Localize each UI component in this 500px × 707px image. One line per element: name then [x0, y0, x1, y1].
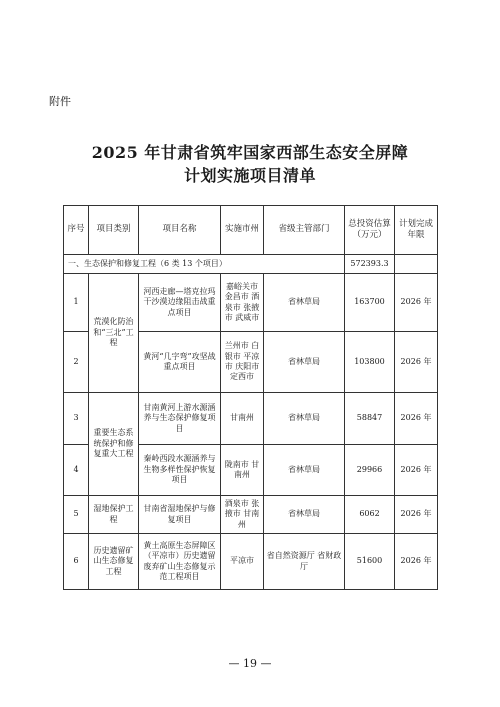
row-category: 荒漠化防治和“三北”工程 [89, 274, 139, 393]
row-year: 2026 年 [395, 274, 438, 332]
row-category: 历史遗留矿山生态修复工程 [89, 534, 139, 590]
header-index: 序号 [64, 206, 89, 255]
header-investment: 总投资估算（万元） [345, 206, 395, 255]
document-title-line1: 2025 年甘肃省筑牢国家西部生态安全屏障 [91, 143, 409, 162]
table-row [64, 496, 438, 534]
section-label: 一、生态保护和修复工程（6 类 13 个项目） [64, 255, 345, 274]
row-investment: 103800 [345, 332, 395, 393]
row-city: 平凉市 [221, 534, 264, 590]
table-header-row [64, 206, 438, 255]
section-total: 572393.3 [345, 255, 395, 274]
header-category: 项目类别 [89, 206, 139, 255]
row-dept: 省林草局 [264, 496, 345, 534]
row-city: 兰州市 白银市 平凉市 庆阳市 定西市 [221, 332, 264, 393]
row-dept: 省林草局 [264, 332, 345, 393]
row-index: 4 [64, 445, 89, 496]
row-name: 河西走廊—塔克拉玛干沙漠边缘阻击战重点项目 [139, 274, 221, 332]
row-year: 2026 年 [395, 496, 438, 534]
row-investment: 29966 [345, 445, 395, 496]
header-name: 项目名称 [139, 206, 221, 255]
row-investment: 6062 [345, 496, 395, 534]
row-city: 甘南州 [221, 393, 264, 445]
document-title-line2: 计划实施项目清单 [183, 166, 316, 185]
row-category: 重要生态系统保护和修复重大工程 [89, 393, 139, 496]
table-row [64, 274, 438, 332]
row-city: 嘉峪关市 金昌市 酒泉市 张掖市 武威市 [221, 274, 264, 332]
row-investment: 163700 [345, 274, 395, 332]
row-name: 秦岭西段水源涵养与生物多样性保护恢复项目 [139, 445, 221, 496]
row-city: 酒泉市 张掖市 甘南州 [221, 496, 264, 534]
row-name: 甘南黄河上游水源涵养与生态保护修复项目 [139, 393, 221, 445]
attachment-label: 附件 [49, 95, 71, 108]
page-number: — 19 — [228, 657, 272, 670]
row-index: 1 [64, 274, 89, 332]
row-category: 湿地保护工程 [89, 496, 139, 534]
header-dept: 省级主管部门 [264, 206, 345, 255]
header-year: 计划完成年限 [395, 206, 438, 255]
row-name: 黄河“几字弯”攻坚战重点项目 [139, 332, 221, 393]
project-table [63, 205, 438, 590]
row-dept: 省林草局 [264, 274, 345, 332]
row-index: 6 [64, 534, 89, 590]
row-index: 5 [64, 496, 89, 534]
header-city: 实施市州 [221, 206, 264, 255]
row-index: 3 [64, 393, 89, 445]
table-row [64, 393, 438, 445]
row-dept: 省林草局 [264, 445, 345, 496]
row-name: 黄土高原生态屏障区（平凉市）历史遗留废弃矿山生态修复示范工程项目 [139, 534, 221, 590]
row-year: 2026 年 [395, 445, 438, 496]
row-index: 2 [64, 332, 89, 393]
section-year-empty [395, 255, 438, 274]
row-city: 陇南市 甘南州 [221, 445, 264, 496]
row-name: 甘南省湿地保护与修复项目 [139, 496, 221, 534]
section-row [64, 255, 438, 274]
row-investment: 58847 [345, 393, 395, 445]
row-year: 2026 年 [395, 393, 438, 445]
table-row [64, 534, 438, 590]
row-investment: 51600 [345, 534, 395, 590]
row-year: 2026 年 [395, 534, 438, 590]
row-dept: 省自然资源厅 省财政厅 [264, 534, 345, 590]
row-year: 2026 年 [395, 332, 438, 393]
row-dept: 省林草局 [264, 393, 345, 445]
